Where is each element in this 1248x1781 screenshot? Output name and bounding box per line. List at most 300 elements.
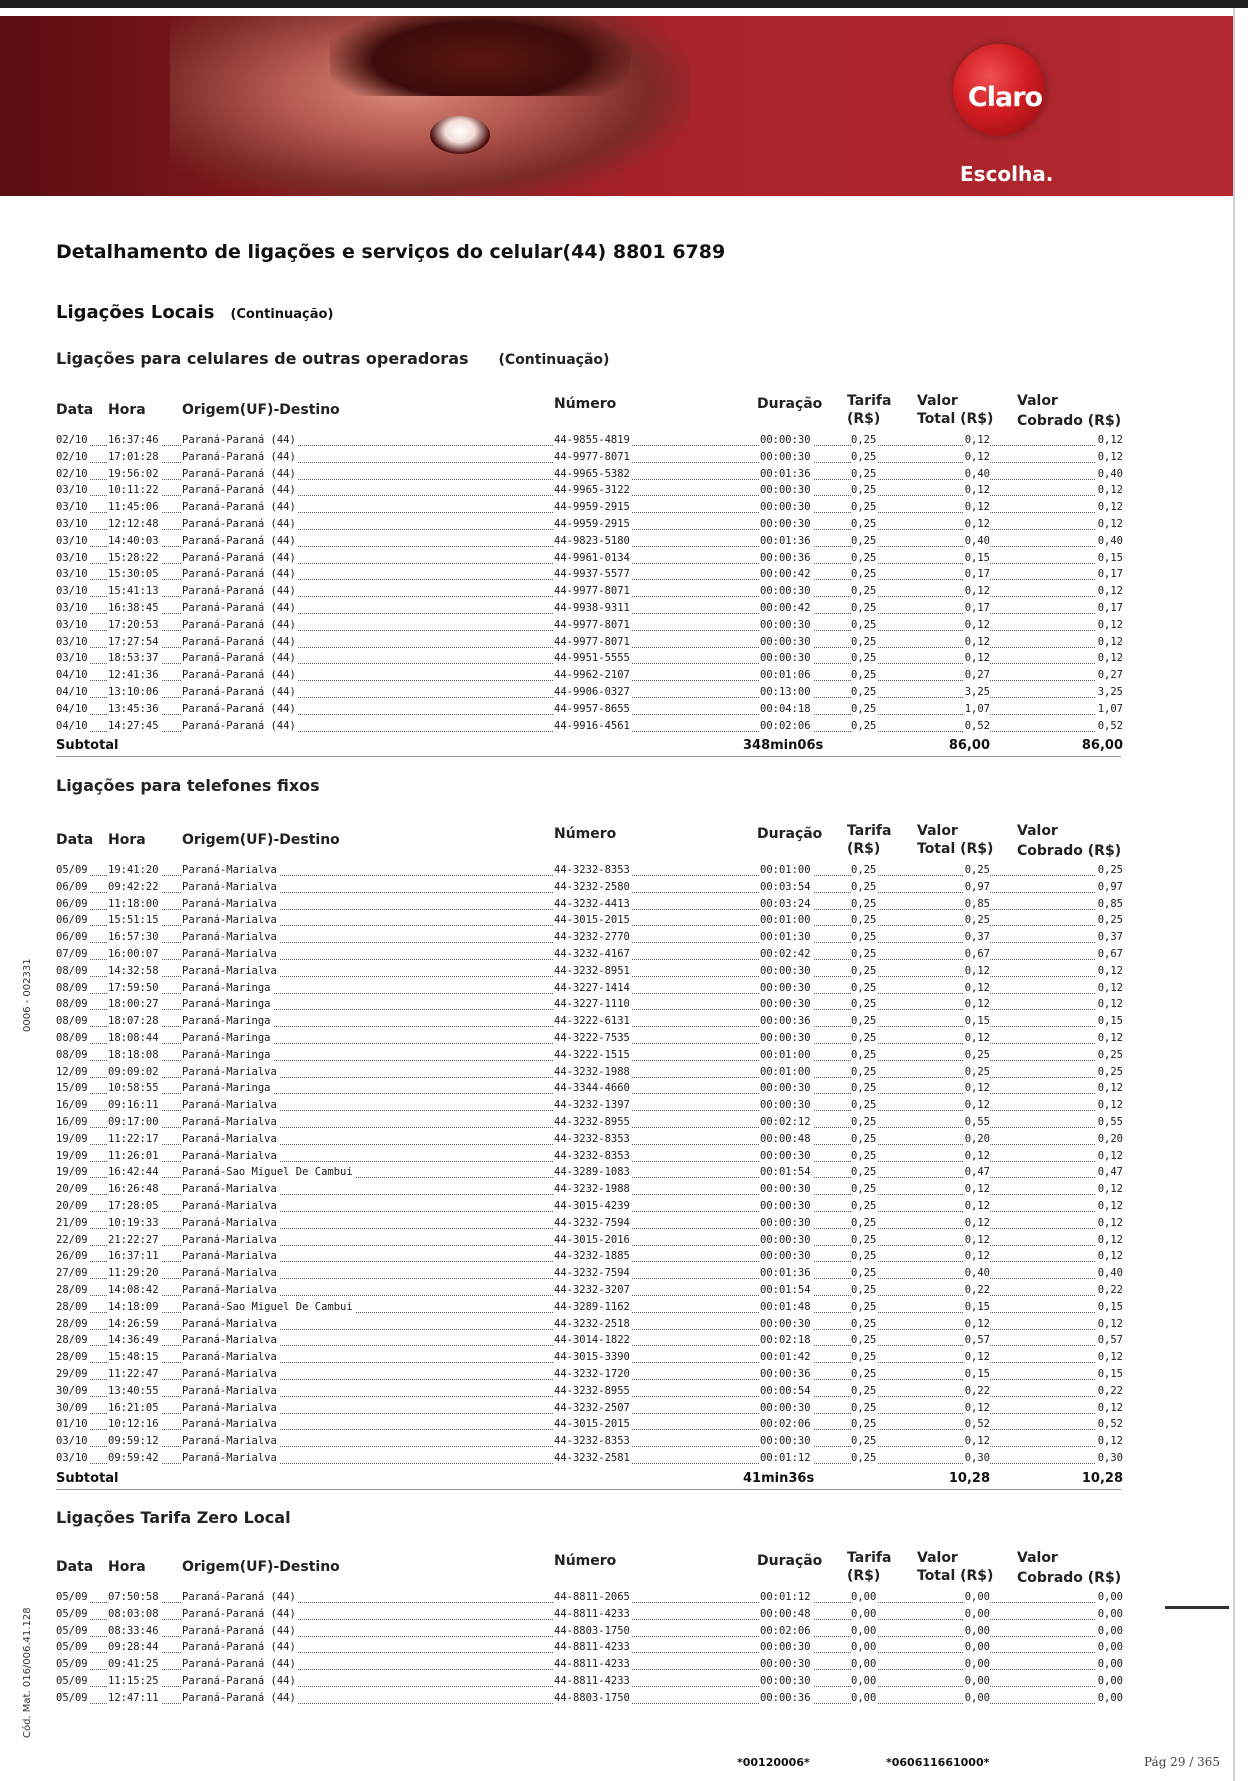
cell-rate: 0,25 — [851, 1283, 877, 1296]
cell-number: 44-8803-1750 — [554, 1624, 630, 1637]
cell-duration: 00:01:36 — [760, 467, 811, 480]
cell-date: 04/10 — [56, 669, 88, 682]
cell-total-value: 0,47 — [964, 1166, 990, 1179]
cell-number: 44-3232-2581 — [554, 1451, 630, 1464]
cell-charged-value: 0,12 — [1097, 1351, 1123, 1364]
subtotal-charged: 10,28 — [1081, 1470, 1123, 1486]
table-row — [0, 701, 1233, 718]
cell-origin-destination: Paraná-Paraná (44) — [182, 652, 296, 665]
cell-charged-value: 0,25 — [1097, 1048, 1123, 1061]
cell-rate: 0,00 — [851, 1624, 877, 1637]
cell-date: 19/09 — [56, 1149, 88, 1162]
cell-charged-value: 0,12 — [1097, 1233, 1123, 1246]
section-note: (Continuação) — [230, 307, 334, 322]
table-title-text: Ligações Tarifa Zero Local — [56, 1508, 291, 1527]
header-numero: Número — [554, 1553, 617, 1569]
cell-origin-destination: Paraná-Paraná (44) — [182, 467, 296, 480]
cell-duration: 00:00:30 — [760, 964, 811, 977]
table-row — [0, 466, 1233, 483]
table-row — [0, 1265, 1233, 1282]
cell-charged-value: 0,47 — [1097, 1166, 1123, 1179]
cell-duration: 00:00:36 — [760, 551, 811, 564]
cell-date: 05/09 — [56, 1624, 88, 1637]
cell-duration: 00:00:30 — [760, 1401, 811, 1414]
cell-number: 44-3232-2580 — [554, 880, 630, 893]
cell-duration: 00:00:30 — [760, 501, 811, 514]
table-row — [0, 1013, 1233, 1030]
cell-rate: 0,25 — [851, 1015, 877, 1028]
table-row — [0, 1332, 1233, 1349]
cell-charged-value: 0,22 — [1097, 1384, 1123, 1397]
cell-duration: 00:03:54 — [760, 880, 811, 893]
cell-origin-destination: Paraná-Paraná (44) — [182, 1607, 296, 1620]
table-row — [0, 449, 1233, 466]
cell-charged-value: 0,15 — [1097, 1367, 1123, 1380]
cell-date: 28/09 — [56, 1283, 88, 1296]
cell-origin-destination: Paraná-Marialva — [182, 1233, 277, 1246]
cell-duration: 00:00:30 — [760, 1658, 811, 1671]
table-row — [0, 1047, 1233, 1064]
cell-number: 44-9977-8071 — [554, 585, 630, 598]
cell-rate: 0,25 — [851, 434, 877, 446]
cell-duration: 00:00:48 — [760, 1607, 811, 1620]
header-duracao: Duração — [757, 1553, 823, 1569]
table-row — [0, 896, 1233, 913]
table-title-note: (Continuação) — [498, 352, 610, 368]
cell-duration: 00:01:54 — [760, 1283, 811, 1296]
cell-charged-value: 0,12 — [1097, 1183, 1123, 1196]
cell-origin-destination: Paraná-Paraná (44) — [182, 517, 296, 530]
cell-charged-value: 0,25 — [1097, 1065, 1123, 1078]
cell-number: 44-3232-2518 — [554, 1317, 630, 1330]
cell-origin-destination: Paraná-Marialva — [182, 1451, 277, 1464]
table-row — [0, 946, 1233, 963]
cell-rate: 0,25 — [851, 880, 877, 893]
cell-rate: 0,25 — [851, 719, 877, 732]
cell-time: 11:15:25 — [108, 1674, 159, 1687]
cell-origin-destination: Paraná-Marialva — [182, 1216, 277, 1229]
header-vcobrado2: Cobrado (R$) — [1017, 413, 1122, 429]
header-hora: Hora — [108, 1559, 146, 1575]
header-vcobrado2: Cobrado (R$) — [1017, 1570, 1122, 1586]
cell-charged-value: 0,12 — [1097, 1317, 1123, 1330]
header-origem: Origem(UF)-Destino — [182, 832, 340, 848]
cell-rate: 0,25 — [851, 1031, 877, 1044]
table-title-text: Ligações para celulares de outras operadoras — [56, 349, 469, 368]
cell-duration: 00:01:00 — [760, 1065, 811, 1078]
cell-charged-value: 0,12 — [1097, 635, 1123, 648]
cell-charged-value: 0,12 — [1097, 517, 1123, 530]
cell-number: 44-3289-1083 — [554, 1166, 630, 1179]
cell-date: 03/10 — [56, 635, 88, 648]
header-data: Data — [56, 1559, 94, 1575]
subtotal-duration: 348min06s — [743, 738, 824, 754]
cell-origin-destination: Paraná-Marialva — [182, 1317, 277, 1330]
cell-date: 04/10 — [56, 685, 88, 698]
cell-rate: 0,25 — [851, 1267, 877, 1280]
subtotal-label: Subtotal — [56, 738, 119, 754]
table-row — [0, 879, 1233, 896]
cell-charged-value: 0,22 — [1097, 1283, 1123, 1296]
cell-total-value: 0,25 — [964, 864, 990, 876]
cell-time: 10:19:33 — [108, 1216, 159, 1229]
cell-duration: 00:00:30 — [760, 1199, 811, 1212]
header-vtotal1: Valor — [917, 393, 958, 409]
cell-total-value: 1,07 — [964, 702, 990, 715]
header-hora: Hora — [108, 402, 146, 418]
cell-origin-destination: Paraná-Marialva — [182, 897, 277, 910]
header-vcobrado2: Cobrado (R$) — [1017, 843, 1122, 859]
cell-origin-destination: Paraná-Marialva — [182, 1149, 277, 1162]
table-row — [0, 600, 1233, 617]
cell-origin-destination: Paraná-Marialva — [182, 931, 277, 944]
cell-charged-value: 0,00 — [1097, 1607, 1123, 1620]
cell-time: 12:41:36 — [108, 669, 159, 682]
table-row — [0, 1316, 1233, 1333]
cell-total-value: 0,12 — [964, 1031, 990, 1044]
table-row — [0, 566, 1233, 583]
table-row — [0, 1383, 1233, 1400]
cell-number: 44-3232-8353 — [554, 864, 630, 876]
cell-number: 44-9823-5180 — [554, 534, 630, 547]
cell-total-value: 0,00 — [964, 1591, 990, 1603]
header-hora: Hora — [108, 832, 146, 848]
cell-origin-destination: Paraná-Paraná (44) — [182, 534, 296, 547]
table-row — [0, 432, 1233, 449]
cell-total-value: 0,00 — [964, 1674, 990, 1687]
table-row — [0, 1131, 1233, 1148]
cell-rate: 0,25 — [851, 669, 877, 682]
cell-number: 44-3232-8353 — [554, 1149, 630, 1162]
table-row — [0, 912, 1233, 929]
subtotal-duration: 41min36s — [743, 1470, 815, 1486]
cell-date: 20/09 — [56, 1199, 88, 1212]
cell-rate: 0,25 — [851, 652, 877, 665]
header-vcobrado1: Valor — [1017, 393, 1058, 409]
cell-origin-destination: Paraná-Paraná (44) — [182, 1591, 296, 1603]
table-row — [0, 1623, 1233, 1640]
cell-rate: 0,25 — [851, 947, 877, 960]
cell-date: 03/10 — [56, 551, 88, 564]
cell-time: 19:41:20 — [108, 864, 159, 876]
cell-duration: 00:01:36 — [760, 534, 811, 547]
cell-charged-value: 0,17 — [1097, 568, 1123, 581]
cell-total-value: 0,12 — [964, 434, 990, 446]
cell-origin-destination: Paraná-Paraná (44) — [182, 618, 296, 631]
cell-number: 44-3232-1720 — [554, 1367, 630, 1380]
cell-number: 44-3015-2015 — [554, 1418, 630, 1431]
cell-duration: 00:01:12 — [760, 1451, 811, 1464]
cell-date: 03/10 — [56, 618, 88, 631]
cell-number: 44-3232-1988 — [554, 1183, 630, 1196]
banner-photo-smile — [430, 116, 490, 154]
cell-number: 44-9959-2915 — [554, 501, 630, 514]
cell-duration: 00:00:30 — [760, 1317, 811, 1330]
cell-time: 16:38:45 — [108, 601, 159, 614]
cell-total-value: 0,12 — [964, 1183, 990, 1196]
cell-total-value: 0,12 — [964, 618, 990, 631]
table-row — [0, 482, 1233, 499]
cell-origin-destination: Paraná-Marialva — [182, 1132, 277, 1145]
cell-origin-destination: Paraná-Paraná (44) — [182, 702, 296, 715]
cell-origin-destination: Paraná-Marialva — [182, 880, 277, 893]
table-row — [0, 533, 1233, 550]
cell-total-value: 0,27 — [964, 669, 990, 682]
cell-origin-destination: Paraná-Marialva — [182, 1283, 277, 1296]
cell-origin-destination: Paraná-Maringa — [182, 1015, 271, 1028]
cell-duration: 00:00:42 — [760, 568, 811, 581]
subtotal-total: 86,00 — [948, 738, 990, 754]
cell-origin-destination: Paraná-Paraná (44) — [182, 484, 296, 497]
cell-origin-destination: Paraná-Marialva — [182, 964, 277, 977]
page-number: Pág 29 / 365 — [1144, 1755, 1221, 1769]
cell-rate: 0,25 — [851, 864, 877, 876]
cell-total-value: 0,52 — [964, 719, 990, 732]
cell-number: 44-9916-4561 — [554, 719, 630, 732]
cell-rate: 0,25 — [851, 1149, 877, 1162]
cell-number: 44-3232-7594 — [554, 1267, 630, 1280]
cell-date: 06/09 — [56, 880, 88, 893]
cell-number: 44-3232-8951 — [554, 964, 630, 977]
cell-date: 20/09 — [56, 1183, 88, 1196]
cell-rate: 0,25 — [851, 998, 877, 1011]
cell-rate: 0,25 — [851, 964, 877, 977]
table-row — [0, 634, 1233, 651]
cell-charged-value: 0,12 — [1097, 998, 1123, 1011]
header-tarifa1: Tarifa — [847, 1550, 892, 1566]
cell-duration: 00:02:06 — [760, 1418, 811, 1431]
cell-origin-destination: Paraná-Paraná (44) — [182, 669, 296, 682]
cell-time: 17:27:54 — [108, 635, 159, 648]
header-vtotal2: Total (R$) — [917, 411, 994, 427]
cell-total-value: 3,25 — [964, 685, 990, 698]
cell-rate: 0,25 — [851, 1048, 877, 1061]
cell-origin-destination: Paraná-Paraná (44) — [182, 1674, 296, 1687]
cell-time: 16:42:44 — [108, 1166, 159, 1179]
table-row — [0, 1639, 1233, 1656]
cell-total-value: 0,12 — [964, 1435, 990, 1448]
cell-date: 03/10 — [56, 1451, 88, 1464]
cell-total-value: 0,20 — [964, 1132, 990, 1145]
cell-rate: 0,25 — [851, 517, 877, 530]
cell-number: 44-3227-1110 — [554, 998, 630, 1011]
cell-origin-destination: Paraná-Marialva — [182, 1401, 277, 1414]
cell-charged-value: 0,12 — [1097, 450, 1123, 463]
subtotal-charged: 86,00 — [1081, 738, 1123, 754]
cell-date: 15/09 — [56, 1082, 88, 1095]
subtotal-row — [0, 1467, 1233, 1489]
table-row — [0, 650, 1233, 667]
header-origem: Origem(UF)-Destino — [182, 402, 340, 418]
cell-time: 14:32:58 — [108, 964, 159, 977]
table-row — [0, 1589, 1233, 1606]
cell-date: 08/09 — [56, 981, 88, 994]
cell-rate: 0,25 — [851, 1199, 877, 1212]
cell-time: 13:10:06 — [108, 685, 159, 698]
cell-date: 03/10 — [56, 568, 88, 581]
cell-origin-destination: Paraná-Sao Miguel De Cambui — [182, 1166, 353, 1179]
cell-origin-destination: Paraná-Paraná (44) — [182, 585, 296, 598]
cell-rate: 0,25 — [851, 1250, 877, 1263]
cell-rate: 0,25 — [851, 1384, 877, 1397]
scan-edge — [0, 0, 1248, 8]
cell-date: 28/09 — [56, 1351, 88, 1364]
header-vtotal2: Total (R$) — [917, 1568, 994, 1584]
cell-total-value: 0,57 — [964, 1334, 990, 1347]
cell-time: 07:50:58 — [108, 1591, 159, 1603]
table-row — [0, 1299, 1233, 1316]
cell-date: 04/10 — [56, 719, 88, 732]
cell-rate: 0,25 — [851, 467, 877, 480]
cell-charged-value: 0,00 — [1097, 1691, 1123, 1704]
header-vcobrado1: Valor — [1017, 1550, 1058, 1566]
cell-total-value: 0,12 — [964, 964, 990, 977]
table-title-2 — [56, 1508, 291, 1527]
cell-rate: 0,25 — [851, 450, 877, 463]
cell-date: 29/09 — [56, 1367, 88, 1380]
cell-charged-value: 0,12 — [1097, 1199, 1123, 1212]
cell-total-value: 0,12 — [964, 501, 990, 514]
cell-duration: 00:00:30 — [760, 1435, 811, 1448]
cell-origin-destination: Paraná-Paraná (44) — [182, 450, 296, 463]
cell-charged-value: 0,40 — [1097, 534, 1123, 547]
cell-rate: 0,25 — [851, 601, 877, 614]
cell-total-value: 0,12 — [964, 981, 990, 994]
cell-date: 28/09 — [56, 1334, 88, 1347]
cell-charged-value: 0,00 — [1097, 1591, 1123, 1603]
cell-origin-destination: Paraná-Marialva — [182, 1267, 277, 1280]
cell-total-value: 0,12 — [964, 635, 990, 648]
cell-charged-value: 0,12 — [1097, 1435, 1123, 1448]
cell-date: 08/09 — [56, 1015, 88, 1028]
cell-rate: 0,25 — [851, 1216, 877, 1229]
cell-number: 44-3227-1414 — [554, 981, 630, 994]
header-tarifa2: (R$) — [847, 841, 881, 857]
cell-total-value: 0,12 — [964, 1317, 990, 1330]
subtotal-label: Subtotal — [56, 1470, 119, 1486]
cell-origin-destination: Paraná-Marialva — [182, 1334, 277, 1347]
cell-charged-value: 0,52 — [1097, 719, 1123, 732]
cell-number: 44-3015-2016 — [554, 1233, 630, 1246]
cell-time: 12:12:48 — [108, 517, 159, 530]
cell-date: 02/10 — [56, 467, 88, 480]
cell-time: 21:22:27 — [108, 1233, 159, 1246]
cell-time: 15:51:15 — [108, 914, 159, 927]
cell-date: 03/10 — [56, 517, 88, 530]
cell-number: 44-8811-2065 — [554, 1591, 630, 1603]
cell-rate: 0,25 — [851, 931, 877, 944]
cell-date: 12/09 — [56, 1065, 88, 1078]
cell-rate: 0,25 — [851, 534, 877, 547]
cell-rate: 0,25 — [851, 551, 877, 564]
cell-number: 44-9965-5382 — [554, 467, 630, 480]
margin-material-code: Cód. Mat. 016/006.41.128 — [22, 1607, 33, 1738]
cell-origin-destination: Paraná-Paraná (44) — [182, 568, 296, 581]
cell-date: 16/09 — [56, 1115, 88, 1128]
cell-total-value: 0,12 — [964, 517, 990, 530]
cell-number: 44-9957-8655 — [554, 702, 630, 715]
cell-number: 44-9977-8071 — [554, 618, 630, 631]
cell-total-value: 0,40 — [964, 467, 990, 480]
table-row — [0, 929, 1233, 946]
cell-time: 09:09:02 — [108, 1065, 159, 1078]
header-banner — [0, 16, 1233, 196]
cell-rate: 0,25 — [851, 1082, 877, 1095]
cell-time: 18:53:37 — [108, 652, 159, 665]
cell-duration: 00:01:30 — [760, 931, 811, 944]
cell-total-value: 0,40 — [964, 534, 990, 547]
table-title-text: Ligações para telefones fixos — [56, 776, 320, 795]
cell-duration: 00:01:12 — [760, 1591, 811, 1603]
cell-total-value: 0,37 — [964, 931, 990, 944]
cell-charged-value: 0,37 — [1097, 931, 1123, 944]
cell-duration: 00:00:48 — [760, 1132, 811, 1145]
cell-total-value: 0,22 — [964, 1283, 990, 1296]
cell-duration: 00:01:00 — [760, 864, 811, 876]
cell-charged-value: 0,15 — [1097, 1300, 1123, 1313]
cell-charged-value: 0,40 — [1097, 1267, 1123, 1280]
cell-number: 44-3232-8955 — [554, 1384, 630, 1397]
cell-date: 08/09 — [56, 1031, 88, 1044]
cell-charged-value: 0,25 — [1097, 864, 1123, 876]
cell-duration: 00:13:00 — [760, 685, 811, 698]
cell-rate: 0,25 — [851, 897, 877, 910]
cell-date: 05/09 — [56, 864, 88, 876]
cell-number: 44-3014-1822 — [554, 1334, 630, 1347]
cell-duration: 00:00:30 — [760, 1149, 811, 1162]
cell-time: 14:26:59 — [108, 1317, 159, 1330]
cell-total-value: 0,12 — [964, 450, 990, 463]
cell-total-value: 0,12 — [964, 998, 990, 1011]
cell-rate: 0,25 — [851, 1351, 877, 1364]
cell-charged-value: 0,00 — [1097, 1624, 1123, 1637]
cell-duration: 00:00:36 — [760, 1691, 811, 1704]
cell-rate: 0,25 — [851, 1099, 877, 1112]
cell-charged-value: 0,12 — [1097, 1149, 1123, 1162]
cell-number: 44-3232-8955 — [554, 1115, 630, 1128]
cell-charged-value: 0,12 — [1097, 1031, 1123, 1044]
cell-time: 15:28:22 — [108, 551, 159, 564]
cell-number: 44-8811-4233 — [554, 1607, 630, 1620]
cell-charged-value: 0,20 — [1097, 1132, 1123, 1145]
cell-duration: 00:00:30 — [760, 635, 811, 648]
cell-number: 44-3222-1515 — [554, 1048, 630, 1061]
cell-date: 28/09 — [56, 1300, 88, 1313]
cell-total-value: 0,12 — [964, 1351, 990, 1364]
cell-duration: 00:00:30 — [760, 1641, 811, 1654]
header-origem: Origem(UF)-Destino — [182, 1559, 340, 1575]
brand-slogan: Escolha. — [960, 162, 1054, 186]
cell-charged-value: 0,40 — [1097, 467, 1123, 480]
cell-total-value: 0,12 — [964, 1216, 990, 1229]
cell-rate: 0,00 — [851, 1658, 877, 1671]
cell-total-value: 0,25 — [964, 914, 990, 927]
cell-date: 02/10 — [56, 450, 88, 463]
cell-time: 10:58:55 — [108, 1082, 159, 1095]
cell-time: 18:07:28 — [108, 1015, 159, 1028]
cell-duration: 00:00:30 — [760, 1216, 811, 1229]
cell-total-value: 0,15 — [964, 1300, 990, 1313]
cell-date: 05/09 — [56, 1691, 88, 1704]
cell-time: 17:01:28 — [108, 450, 159, 463]
cell-origin-destination: Paraná-Paraná (44) — [182, 501, 296, 514]
table-row — [0, 1656, 1233, 1673]
cell-time: 16:37:46 — [108, 434, 159, 446]
cell-charged-value: 0,55 — [1097, 1115, 1123, 1128]
header-tarifa2: (R$) — [847, 411, 881, 427]
cell-time: 09:42:22 — [108, 880, 159, 893]
cell-time: 18:00:27 — [108, 998, 159, 1011]
